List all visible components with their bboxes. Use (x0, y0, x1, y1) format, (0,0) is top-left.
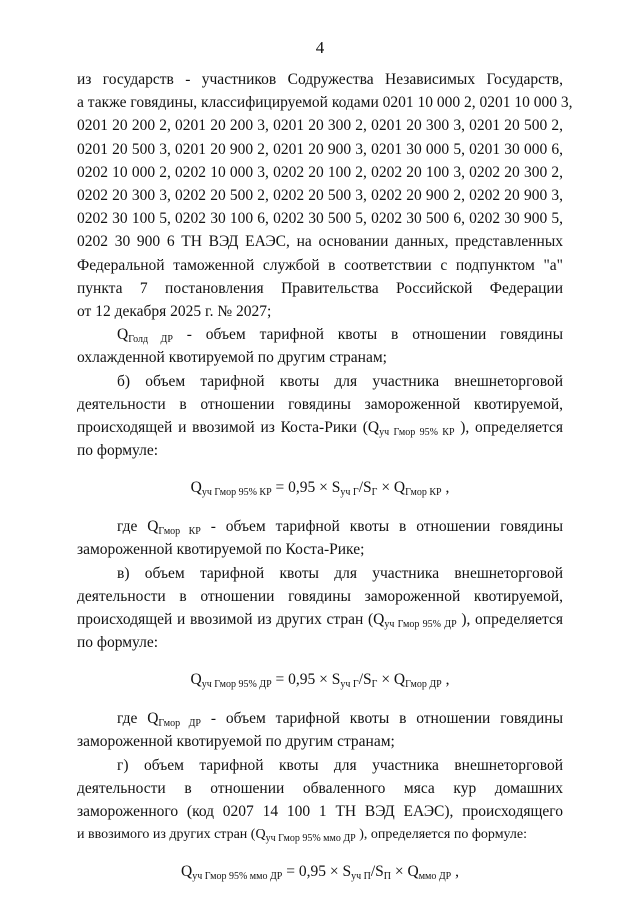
text-line: 0201 20 500 3, 0201 20 900 2, 0201 20 900 3, 0201 30 000 5, 0201 30 000 6, (77, 140, 563, 158)
text-line: пункта 7 постановления Правительства Российской Федерации (77, 279, 563, 297)
item-b-line: происходящей и ввозимой из Коста-Рики ($Q_{уч Гмор 95\% КР}$ ), определяется (77, 419, 564, 438)
formula-v: $Q_{уч Гмор 95\% ДР} = 0,95 \times S_{уч Г}/S_Г \times Q_{Гмор ДР}$ , (190, 671, 450, 691)
text-line: 0202 30 100 5, 0202 30 100 6, 0202 30 500 5, 0202 30 500 6, 0202 30 900 5, (77, 210, 563, 228)
text-line: Федеральной таможенной службой в соответствии с подпунктом "а" (77, 256, 563, 274)
text-line: из государств - участников Содружества Независимых Государств, (77, 71, 563, 88)
text-line: а также говядины, классифицируемой кодами 0201 10 000 2, 0201 10 000 3, (77, 94, 573, 112)
formula-b: $Q_{уч Гмор 95\% КР} = 0,95 \times S_{уч Г}/S_Г \times Q_{Гмор КР}$ , (190, 479, 450, 499)
item-v-line: происходящей и ввозимой из других стран ($Q_{уч Гмор 95\% ДР}$ ), определяется (77, 611, 563, 630)
text-line: 0201 20 200 2, 0201 20 200 3, 0201 20 300 2, 0201 20 300 3, 0201 20 500 2, (77, 117, 563, 135)
where-b: где $Q_{Гмор КР}$ - объем тарифной квоты в отношении говядины (117, 518, 563, 538)
text-line: 0202 20 300 3, 0202 20 500 2, 0202 20 500 3, 0202 20 900 2, 0202 20 900 3, (77, 187, 563, 204)
text-line: от 12 декабря 2025 г. № 2027; (77, 303, 272, 320)
item-v-line: по формуле: (77, 634, 159, 652)
text-line: замороженной квотируемой по Коста-Рике; (77, 541, 365, 559)
item-g-line: и ввозимого из других стран ($Q_{уч Гмор 95\% ммо ДР}$ ), определяется по формуле: (77, 827, 528, 845)
item-b-line: б) объем тарифной квоты для участника внешнеторговой (117, 372, 563, 390)
item-v-line: деятельности в отношении говядины замороженной квотируемой, (77, 587, 563, 605)
text-line: 0202 10 000 2, 0202 10 000 3, 0202 20 100 2, 0202 20 100 3, 0202 20 300 2, (77, 163, 563, 181)
page-number: 4 (315, 38, 325, 57)
where-v: где $Q_{Гмор ДР}$ - объем тарифной квоты в отношении говядины (117, 710, 563, 730)
item-b-line: по формуле: (77, 442, 159, 460)
item-v-line: в) объем тарифной квоты для участника внешнеторговой (117, 564, 563, 582)
text-line: замороженной квотируемой по другим странам; (77, 733, 395, 751)
item-g-line: замороженного (код 0207 14 100 1 ТН ВЭД ЕАЭС), происходящего (77, 803, 563, 820)
text-line: 0202 30 900 6 ТН ВЭД ЕАЭС, на основании данных, представленных (77, 233, 563, 251)
item-g-line: г) объем тарифной квоты для участника внешнеторговой (117, 756, 563, 774)
definition-q-gold: $Q_{Голд ДР}$ - объем тарифной квоты в отношении говядины (117, 326, 563, 346)
formula-g: $Q_{уч Гмор 95\% ммо ДР} = 0,95 \times S_{уч П}/S_П \times Q_{ммо ДР}$ , (181, 863, 459, 883)
text-line: охлажденной квотируемой по другим странам; (77, 349, 387, 367)
item-b-line: деятельности в отношении говядины замороженной квотируемой, (77, 395, 563, 413)
item-g-line: деятельности в отношении обваленного мяса кур домашних (77, 779, 563, 797)
